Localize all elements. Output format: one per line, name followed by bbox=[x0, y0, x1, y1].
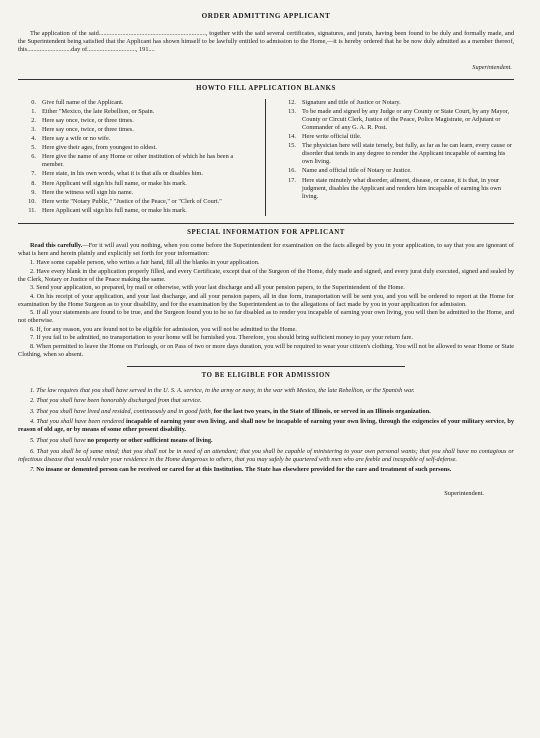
item-text: Here write "Notary Public," "Justice of the Peace," or "Clerk of Court." bbox=[42, 197, 222, 205]
item-number: 4. bbox=[31, 135, 36, 143]
eligibility-item bbox=[18, 397, 514, 405]
item-text: Here the witness will sign his name. bbox=[42, 188, 134, 196]
special-lead bbox=[18, 242, 514, 258]
special-info-section bbox=[18, 229, 514, 359]
list-item bbox=[18, 189, 255, 197]
eligibility-section bbox=[18, 372, 514, 498]
eligibility-items-list bbox=[18, 387, 514, 474]
eligibility-item bbox=[18, 466, 514, 474]
item-text: Name and official title of Notary or Justice. bbox=[302, 167, 412, 175]
item-text: Here write official title. bbox=[302, 133, 362, 141]
item-text: Here say a wife or no wife. bbox=[42, 135, 111, 143]
item-number: 6. bbox=[31, 153, 36, 161]
list-item bbox=[18, 198, 255, 206]
item-text: Either "Mexico, the late Rebellion, or Spain. bbox=[42, 108, 155, 116]
eligibility-item-bold-text: no property or other sufficient means of living. bbox=[87, 436, 213, 444]
section-divider bbox=[18, 79, 514, 80]
item-number: 3. bbox=[31, 126, 36, 134]
item-number: 16. bbox=[288, 167, 296, 175]
eligibility-item-text: 7. bbox=[30, 466, 37, 474]
item-text: The physician here will state tersely, but fully, as far as he can learn, every cause or disorder that tends in any degree to render the Applicant incapable of earning his own living. bbox=[302, 142, 512, 166]
howto-title: HOWTO FILL APPLICATION BLANKS bbox=[196, 85, 336, 93]
eligibility-item bbox=[18, 418, 514, 434]
item-number: 15. bbox=[288, 142, 296, 150]
list-item bbox=[278, 167, 514, 175]
item-number: 7. bbox=[31, 170, 36, 178]
item-text: Give full name of the Applicant. bbox=[42, 99, 124, 107]
eligibility-item bbox=[18, 408, 514, 416]
special-title: SPECIAL INFORMATION FOR APPLICANT bbox=[187, 228, 345, 236]
howto-right-column bbox=[266, 99, 514, 216]
item-number: 10. bbox=[28, 197, 36, 205]
item-number: 1. bbox=[31, 108, 36, 116]
special-item: 3. Send your application, so prepared, by mail or otherwise, with your last discharge and all your pension papers, to the Superintendent of the Home. bbox=[30, 284, 405, 292]
special-item: 1. Have some capable person, who writes a fair hand, fill all the blanks in your application. bbox=[30, 258, 260, 266]
list-item bbox=[278, 133, 514, 141]
eligibility-item-bold-text: No insane or demented person can be received or cared for at this Institution. The State has elsewhere provided for the care and treatment of such persons. bbox=[36, 466, 452, 474]
list-item bbox=[18, 180, 255, 188]
item-text: Here say once, twice, or three times. bbox=[42, 126, 134, 134]
list-item bbox=[18, 126, 255, 134]
item-text: Here give the name of any Home or other institution of which he has been a member. bbox=[42, 153, 234, 169]
list-item bbox=[18, 135, 255, 143]
special-item: 4. On his receipt of your application, and your last discharge, and all your pension papers, all in due form, transportation will be sent you, and you will be ordered to report at the Home for examination by the Home Surgeon as to your disability, and for the examination by the Superintendent as to the allegations of fact made by you in your application for admission. bbox=[18, 292, 514, 308]
order-section bbox=[18, 12, 514, 72]
order-text: The application of the said...................................................................., together with the said several certificates, signatures, and jurats, having been found to be duly and formally made, and the Superintendent being satisfied that the Applicant has shown himself to be lawfully entitled to admission to the Home,—it is hereby ordered that he be now duly admitted as a member thereof, this............................day of..............................., 191.... bbox=[18, 30, 514, 54]
eligibility-item-text: 5. That you shall have bbox=[30, 436, 88, 444]
special-item: 7. If you fail to be admitted, no transportation to your home will be furnished you. Therefore, you should bring sufficient money to pay your return fare. bbox=[30, 334, 413, 342]
item-text: Here say once, twice, or three times. bbox=[42, 117, 134, 125]
list-item bbox=[18, 144, 255, 152]
eligibility-item-text: 6. That you shall be of same mind; that you shall not be in need of an attendant; that you shall be capable of ministering to your own personal wants; that you shall have no contagious or infectious disease that would render your residence in the Home dangerous to others, that you may safely be quartered with men who are feeble and incapable of self-defense. bbox=[18, 447, 514, 463]
order-title: ORDER ADMITTING APPLICANT bbox=[201, 12, 331, 20]
item-number: 9. bbox=[31, 188, 36, 196]
eligibility-item-text: 2. That you shall have been honorably discharged from that service. bbox=[30, 397, 202, 405]
list-item bbox=[18, 153, 255, 169]
item-number: 11. bbox=[28, 206, 36, 214]
eligibility-item bbox=[18, 448, 514, 464]
eligibility-item-text: 3. That you shall have lived and resided, continuously and in good faith, bbox=[30, 407, 214, 415]
item-text: Here state, in his own words, what it is that ails or disables him. bbox=[42, 170, 203, 178]
list-item bbox=[18, 99, 255, 107]
item-text: Signature and title of Justice or Notary. bbox=[302, 99, 401, 107]
list-item bbox=[278, 108, 514, 132]
special-lead-bold: Read this carefully. bbox=[30, 242, 83, 250]
item-number: 14. bbox=[288, 133, 296, 141]
list-item bbox=[18, 108, 255, 116]
item-number: 17. bbox=[288, 176, 296, 184]
item-number: 13. bbox=[288, 108, 296, 116]
list-item bbox=[278, 177, 514, 201]
item-number: 5. bbox=[31, 144, 36, 152]
eligibility-signature: Superintendent. bbox=[444, 490, 484, 498]
eligibility-item bbox=[18, 437, 514, 445]
special-item: 5. If all your statements are found to be true, and the Surgeon found you to be so far disabled as to render you incapable of earning your own living, you will then be admitted to the Home, and not otherwise. bbox=[18, 309, 514, 325]
item-number: 8. bbox=[31, 179, 36, 187]
item-text: To be made and signed by any Judge or any County or State Court, by any Mayor, County or Circuit Clerk, Justice of the Peace, Police Magistrate, or Adjutant or Commander of any G. A. R. Post. bbox=[302, 108, 510, 132]
item-text: Here give their ages, from youngest to oldest. bbox=[42, 144, 157, 152]
special-item: 2. Have every blank in the application properly filled, and every Certificate, except that of the Surgeon of the Home, duly made and signed, and every jurat duly executed, signed and sealed by the Clerk, Notary or Justice of the Peace making the same. bbox=[18, 267, 514, 283]
eligibility-item-text: 4. That you shall have been rendered bbox=[30, 418, 126, 426]
howto-left-column bbox=[18, 99, 266, 216]
special-item: 8. When permitted to leave the Home on Furlough, or on Pass of two or more days duration, you will be required to wear your citizen's clothing. You will not be allowed to wear Home or State Clothing, when so absent. bbox=[18, 342, 514, 358]
section-divider-short bbox=[127, 366, 405, 367]
eligibility-title: TO BE ELIGIBLE FOR ADMISSION bbox=[201, 372, 331, 380]
list-item bbox=[18, 207, 255, 215]
item-number: 0. bbox=[31, 99, 36, 107]
special-item: 6. If, for any reason, you are found not to be eligible for admission, you will not be admitted to the Home. bbox=[30, 325, 297, 333]
eligibility-item-bold-text: for the last two years, in the State of Illinois, or served in an Illinois organization. bbox=[213, 407, 431, 415]
eligibility-item bbox=[18, 387, 514, 395]
eligibility-item-bold-text: incapable of earning your own living, and shall now be incapable of earning your own living, through the exigencies of your military service, by reason of old age, or by means of some other present disability. bbox=[18, 418, 515, 434]
order-signature: Superintendent. bbox=[472, 64, 512, 72]
list-item bbox=[278, 142, 514, 166]
item-text: Here Applicant will sign his full name, or make his mark. bbox=[42, 206, 187, 214]
list-item bbox=[18, 170, 255, 178]
item-text: Here state minutely what disorder, ailment, disease, or cause, it is that, in your judgment, disables the Applicant and renders him incapable of earning his own living. bbox=[302, 176, 502, 200]
list-item bbox=[278, 99, 514, 107]
item-number: 12. bbox=[288, 99, 296, 107]
section-divider bbox=[18, 223, 514, 224]
list-item bbox=[18, 117, 255, 125]
item-text: Here Applicant will sign his full name, or make his mark. bbox=[42, 179, 187, 187]
item-number: 2. bbox=[31, 117, 36, 125]
eligibility-item-text: 1. The law requires that you shall have served in the U. S. A. service, in the army or navy, in the war with Mexico, the late Rebellion, or the Spanish war. bbox=[30, 386, 415, 394]
special-items-list bbox=[18, 259, 514, 359]
howto-section bbox=[18, 85, 514, 215]
special-lead-text: —For it will avail you nothing, when you come before the Superintendent for examination on the facts alleged by you in your application, to say that you are ignorant of what is here and herein plainly and explicitly set forth for your information: bbox=[18, 242, 514, 258]
howto-columns bbox=[18, 99, 514, 216]
